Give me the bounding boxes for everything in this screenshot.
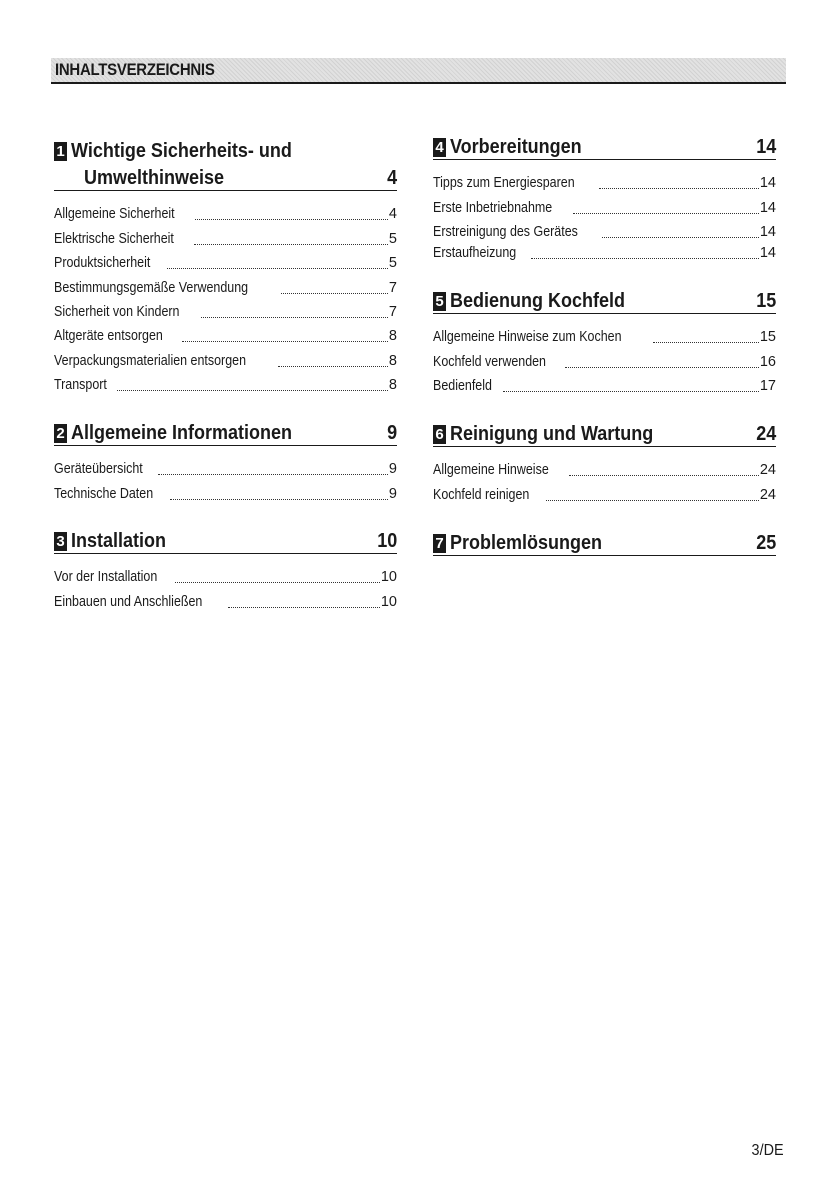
toc-entry[interactable]: Geräteübersicht 9 — [54, 461, 397, 478]
section-page: 15 — [755, 290, 776, 312]
toc-entry[interactable]: Allgemeine Hinweise 24 — [433, 462, 776, 479]
toc-entry[interactable]: Tipps zum Energiesparen 14 — [433, 175, 776, 192]
page-number: 3/DE — [751, 1142, 784, 1159]
section-page: 25 — [755, 532, 776, 554]
section-heading[interactable] — [54, 420, 397, 446]
section-title: Vorbereitungen — [450, 136, 582, 158]
section-title-line1: Wichtige Sicherheits- und — [71, 140, 292, 162]
section-title: Umwelthinweise — [84, 167, 225, 189]
toc-header-bar — [51, 58, 786, 84]
section-heading[interactable] — [433, 288, 776, 314]
toc-entry[interactable]: Kochfeld verwenden 16 — [433, 353, 776, 370]
section-heading[interactable] — [433, 421, 776, 447]
toc-entry[interactable]: Elektrische Sicherheit 5 — [54, 230, 397, 247]
section-page: 14 — [755, 136, 776, 158]
toc-entry[interactable]: Altgeräte entsorgen 8 — [54, 328, 397, 345]
toc-entry[interactable]: Sicherheit von Kindern 7 — [54, 303, 397, 320]
toc-section-4 — [433, 134, 776, 262]
toc-entry[interactable]: Erstreinigung des Gerätes 14 — [433, 224, 776, 241]
section-entries — [433, 322, 776, 395]
toc-entry[interactable]: Produktsicherheit 5 — [54, 255, 397, 272]
toc-entry[interactable]: Einbauen und Anschließen 10 — [54, 593, 397, 610]
toc-entry[interactable]: Bestimmungsgemäße Verwendung 7 — [54, 279, 397, 296]
toc-entry[interactable]: Allgemeine Hinweise zum Kochen 15 — [433, 329, 776, 346]
toc-entry[interactable]: Erste Inbetriebnahme 14 — [433, 199, 776, 216]
toc-title: INHALTSVERZEICHNIS — [55, 60, 215, 79]
section-title: Reinigung und Wartung — [450, 423, 654, 445]
section-title: Bedienung Kochfeld — [450, 290, 626, 312]
section-entries — [54, 199, 397, 394]
toc-section-3 — [54, 528, 397, 611]
toc-section-2 — [54, 420, 397, 503]
section-number-badge: 6 — [433, 425, 446, 444]
toc-entry[interactable]: Erstaufheizung 14 — [433, 244, 776, 261]
section-entries — [433, 168, 776, 262]
section-number-badge: 1 — [54, 142, 67, 161]
toc-entry[interactable]: Verpackungsmaterialien entsorgen 8 — [54, 352, 397, 369]
section-heading[interactable] — [433, 530, 776, 556]
section-page: 24 — [755, 423, 776, 445]
section-title: Problemlösungen — [450, 532, 603, 554]
section-heading[interactable] — [54, 528, 397, 554]
toc-section-7 — [433, 530, 776, 556]
toc-section-5 — [433, 288, 776, 395]
section-number-badge: 7 — [433, 534, 446, 553]
section-page: 9 — [386, 422, 397, 444]
section-heading[interactable] — [54, 165, 397, 191]
toc-entry[interactable]: Vor der Installation 10 — [54, 569, 397, 586]
section-number-badge: 4 — [433, 138, 446, 157]
toc-entry[interactable]: Kochfeld reinigen 24 — [433, 486, 776, 503]
section-number-badge: 5 — [433, 292, 446, 311]
section-heading[interactable] — [433, 134, 776, 160]
section-number-badge: 3 — [54, 532, 67, 551]
section-entries — [433, 455, 776, 504]
section-entries — [54, 562, 397, 611]
toc-entry[interactable]: Allgemeine Sicherheit 4 — [54, 206, 397, 223]
toc-section-1 — [54, 139, 397, 394]
section-title: Allgemeine Informationen — [71, 422, 293, 444]
toc-entry[interactable]: Bedienfeld 17 — [433, 378, 776, 395]
section-entries — [54, 454, 397, 503]
toc-section-6 — [433, 421, 776, 504]
section-number-badge: 2 — [54, 424, 67, 443]
section-page: 10 — [376, 530, 397, 552]
section-page: 4 — [386, 167, 397, 189]
toc-entry[interactable]: Transport 8 — [54, 377, 397, 394]
toc-entry[interactable]: Technische Daten 9 — [54, 485, 397, 502]
section-title: Installation — [71, 530, 167, 552]
